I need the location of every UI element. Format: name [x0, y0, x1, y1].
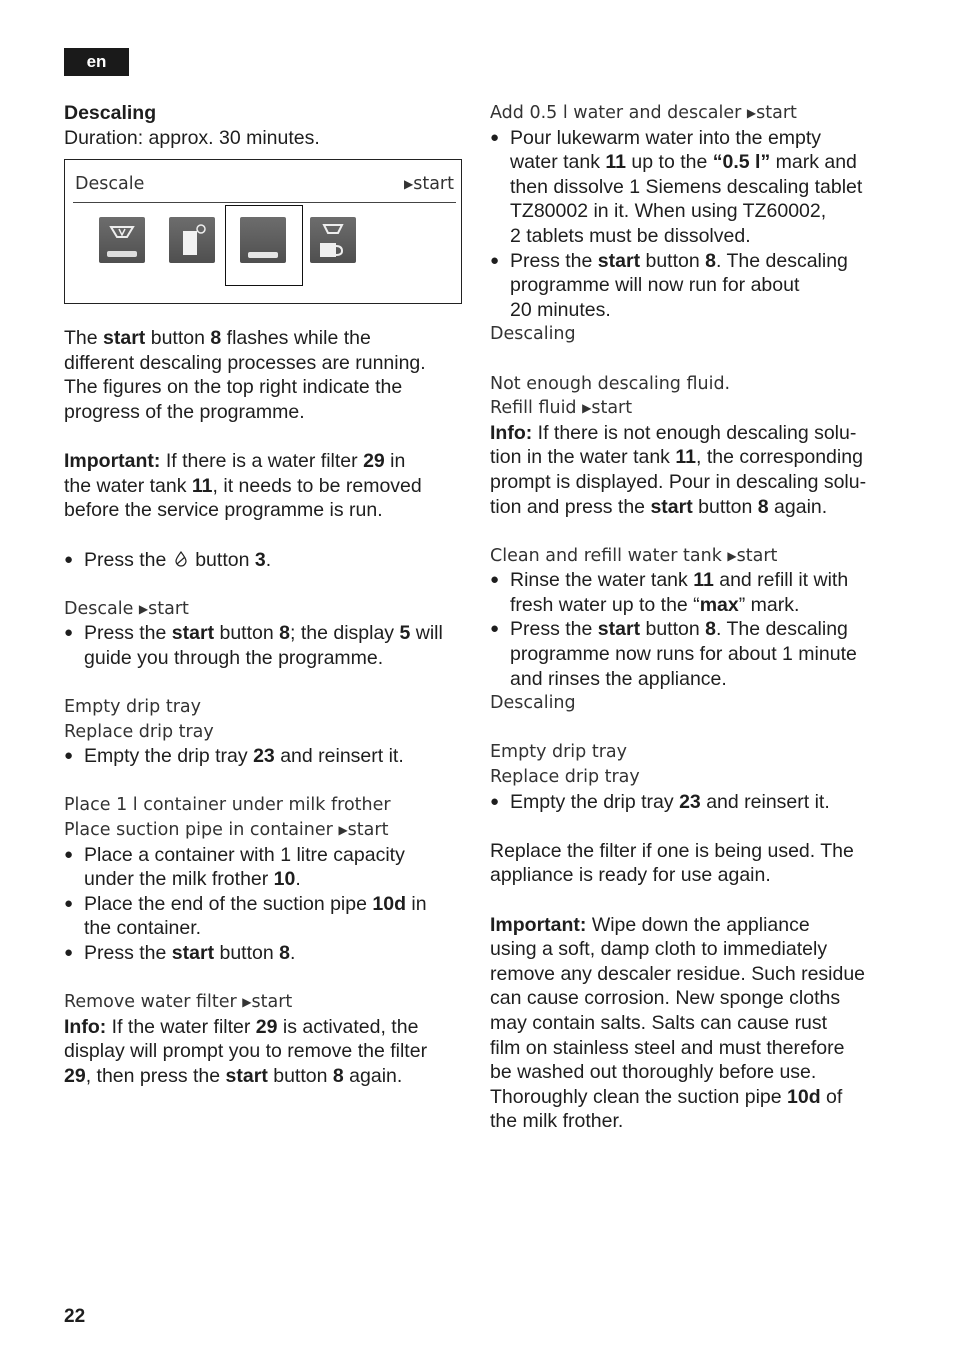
text-line: may contain salts. Salts can cause rust	[490, 1011, 828, 1034]
page-number: 22	[64, 1306, 86, 1327]
text-line: Info: If there is not enough descaling solu-	[490, 421, 857, 444]
bullet-dot-icon: ●	[64, 845, 74, 863]
bullet-dot-icon: ●	[490, 792, 500, 810]
r3-bullets	[490, 568, 890, 691]
text-line: Info: If the water filter 29 is activated, the	[64, 1015, 419, 1038]
text-line: 2 tablets must be dissolved.	[510, 224, 751, 247]
bullet-item	[64, 843, 464, 892]
display-descale: Descale ▶start	[64, 598, 189, 619]
bullet-item	[490, 126, 890, 249]
display-place-container: Place 1 l container under milk frother	[64, 795, 391, 816]
display-panel	[64, 159, 462, 304]
press-care-bullet: ● Press the button 3.	[64, 548, 272, 571]
section-title: Descaling	[64, 102, 157, 124]
cup-icon	[310, 217, 356, 263]
play-icon: ▶	[404, 176, 414, 191]
text-line: Replace the filter if one is being used. The	[490, 839, 854, 862]
text-line: before the service programme is run.	[64, 499, 383, 522]
text-line: fresh water up to the “max” mark.	[510, 593, 800, 616]
play-icon: ▶	[582, 401, 592, 416]
display-label: Descale	[75, 173, 145, 194]
text-line: Place the end of the suction pipe 10d in	[84, 892, 427, 915]
r6-paragraph	[490, 913, 890, 1134]
r4-bullet	[490, 790, 890, 815]
bullet-item	[64, 744, 464, 769]
text-line: appliance is ready for use again.	[490, 864, 771, 887]
play-icon: ▶	[338, 823, 348, 838]
display-descaling-status-2: Descaling	[490, 693, 576, 714]
text-line: prompt is displayed. Pour in descaling solu-	[490, 470, 867, 493]
display-add-water: Add 0.5 l water and descaler ▶start	[490, 103, 797, 123]
right-column	[490, 101, 890, 1134]
text-line: The start button 8 flashes while the	[64, 327, 371, 350]
text-line: the milk frother.	[490, 1110, 624, 1133]
text-line: Empty the drip tray 23 and reinsert it.	[510, 790, 830, 813]
text-line: can cause corrosion. New sponge cloths	[490, 987, 841, 1010]
display-replace-drip-tray-2: Replace drip tray	[490, 767, 640, 788]
p2	[64, 449, 464, 523]
bullet-item	[64, 941, 464, 966]
play-icon: ▶	[727, 548, 737, 563]
text-line: programme now runs for about 1 minute	[510, 643, 857, 666]
p1	[64, 326, 464, 424]
display-replace-drip-tray: Replace drip tray	[64, 721, 214, 742]
text-line: under the milk frother 10.	[84, 868, 301, 891]
text-line: 29, then press the start button 8 again.	[64, 1065, 403, 1087]
text-line: Important: If there is a water filter 29 in	[64, 450, 406, 473]
text-line: then dissolve 1 Siemens descaling tablet	[510, 175, 863, 198]
text-line: The figures on the top right indicate the	[64, 376, 403, 399]
text-line: Press the start button 8. The descaling	[510, 618, 848, 641]
display-empty-drip-tray-2: Empty drip tray	[490, 742, 627, 763]
r2-info	[490, 421, 890, 519]
bullet-dot-icon: ●	[490, 251, 500, 269]
text-line: film on stainless steel and must therefore	[490, 1036, 845, 1059]
text-line: tion and press the start button 8 again.	[490, 495, 828, 518]
duration-text: Duration: approx. 30 minutes.	[64, 126, 320, 149]
descale-icon	[99, 217, 145, 263]
text-line: Rinse the water tank 11 and refill it with	[510, 569, 849, 592]
display-place-suction-pipe: Place suction pipe in container ▶start	[64, 820, 389, 841]
bullet-item	[490, 617, 890, 691]
display-not-enough-fluid: Not enough descaling fluid.	[490, 373, 731, 394]
text-line: Thoroughly clean the suction pipe 10d of	[490, 1085, 843, 1108]
r1-bullets	[490, 126, 890, 323]
text-line: remove any descaler residue. Such residue	[490, 962, 866, 985]
s4-info	[64, 1015, 464, 1089]
care-icon	[172, 549, 190, 571]
play-icon: ▶	[138, 601, 149, 616]
bullet-dot-icon: ●	[490, 128, 500, 146]
bullet-dot-icon: ●	[64, 894, 74, 912]
text-line: programme will now run for about	[510, 274, 800, 297]
text-line: guide you through the programme.	[84, 646, 384, 669]
left-column	[64, 101, 464, 1089]
text-line: Important: Wipe down the appliance	[490, 913, 810, 936]
text-line: the container.	[84, 917, 202, 940]
bullet-dot-icon: ●	[64, 747, 74, 765]
text-line: progress of the programme.	[64, 400, 305, 423]
text-line: and rinses the appliance.	[510, 667, 727, 690]
display-refill-fluid: Refill fluid ▶start	[490, 398, 633, 419]
bullet-dot-icon: ●	[490, 571, 500, 589]
text-line: water tank 11 up to the “0.5 l” mark and	[510, 151, 857, 174]
bullet-item	[64, 892, 464, 941]
selected-frame	[225, 205, 303, 286]
r5-paragraph	[490, 839, 890, 888]
display-header	[73, 166, 456, 203]
bullet-dot-icon: ●	[490, 620, 500, 638]
text-line: the water tank 11, it needs to be removed	[64, 474, 422, 497]
text-line: display will prompt you to remove the filter	[64, 1040, 428, 1063]
text-line: be washed out thoroughly before use.	[490, 1061, 817, 1084]
text-line: Pour lukewarm water into the empty	[510, 126, 822, 149]
s3-bullets	[64, 843, 464, 966]
display-descaling-status: Descaling	[490, 324, 576, 345]
language-tab: en	[64, 48, 129, 76]
text-line: different descaling processes are running.	[64, 351, 426, 374]
play-icon: ▶	[746, 106, 757, 120]
text-line: 20 minutes.	[510, 298, 611, 321]
s2-bullet	[64, 744, 464, 769]
bullet-item	[64, 621, 464, 670]
bullet-item	[490, 249, 890, 323]
display-clean-refill-tank: Clean and refill water tank ▶start	[490, 545, 778, 566]
text-line: Press the start button 8; the display 5 will	[84, 622, 443, 645]
text-line: Press the start button 8.	[84, 942, 296, 965]
display-remove-filter: Remove water filter ▶start	[64, 992, 293, 1013]
text-line: Place a container with 1 litre capacity	[84, 843, 405, 866]
text-line: Press the start button 8. The descaling	[510, 249, 848, 272]
text-line: TZ80002 in it. When using TZ60002,	[510, 200, 827, 223]
text-line: Empty the drip tray 23 and reinsert it.	[84, 745, 404, 768]
bullet-dot-icon: ●	[64, 944, 74, 962]
bullet-dot-icon: ●	[64, 624, 74, 642]
display-empty-drip-tray: Empty drip tray	[64, 697, 201, 718]
play-icon: ▶	[242, 995, 252, 1010]
bullet-item	[490, 568, 890, 617]
text-line: tion in the water tank 11, the corresponding	[490, 446, 863, 469]
s1-bullet	[64, 621, 464, 670]
display-action: ▶start	[404, 173, 454, 194]
bullet-item	[490, 790, 890, 815]
text-line: using a soft, damp cloth to immediately	[490, 938, 828, 961]
milk-glass-icon	[169, 217, 215, 263]
